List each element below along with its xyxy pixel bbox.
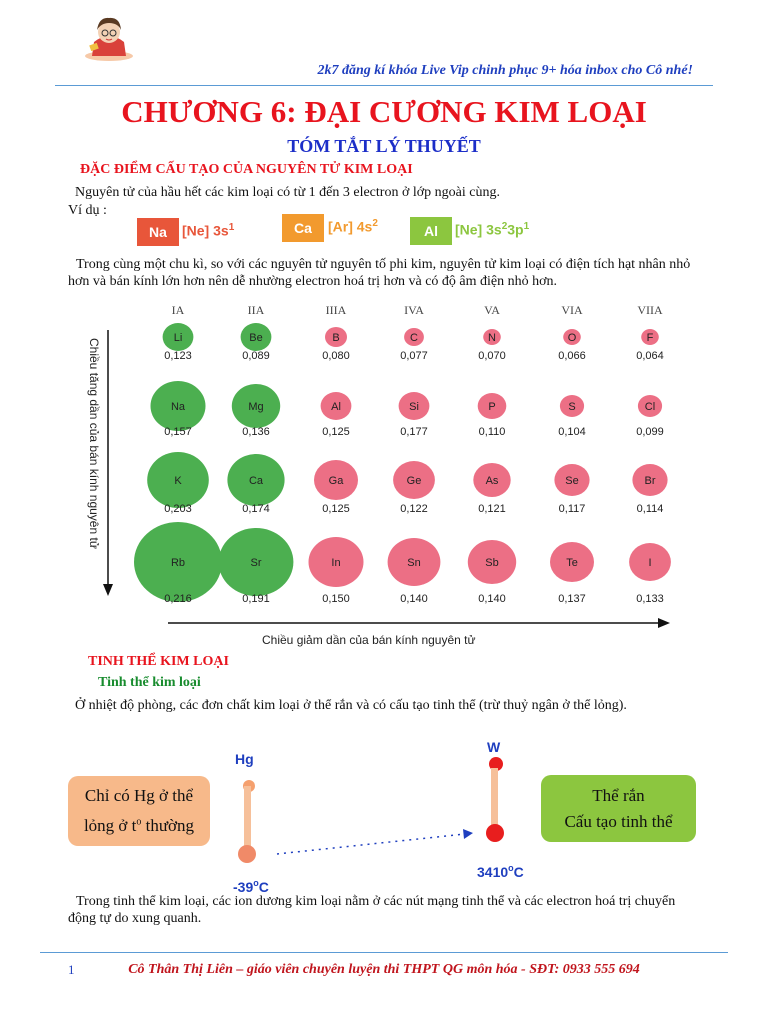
atom-symbol-br: Br xyxy=(644,475,656,487)
atom-radius-n: 0,070 xyxy=(478,350,506,362)
atom-radius-f: 0,064 xyxy=(636,350,664,362)
atom-radius-i: 0,133 xyxy=(636,593,664,605)
subheading-crystal: Tinh thể kim loại xyxy=(98,675,201,690)
hg-temperature: -39$^o$C xyxy=(233,878,269,895)
atom-symbol-c: C xyxy=(410,332,418,344)
subtitle: TÓM TẮT LÝ THUYẾT xyxy=(287,136,481,156)
solid-crystal-box xyxy=(541,775,696,842)
atom-radius-mg: 0,136 xyxy=(242,426,270,438)
atom-radius-in: 0,150 xyxy=(322,593,350,605)
atom-radius-sb: 0,140 xyxy=(478,593,506,605)
atom-symbol-rb: Rb xyxy=(170,557,186,569)
liquid-hg-line2: lỏng ở $t^o$ thường xyxy=(83,815,195,835)
atom-symbol-na: Na xyxy=(170,401,186,413)
paragraph-room-temperature: Ở nhiệt độ phòng, các đơn chất kim loại ở thể rắn và có cấu tạo tinh thể (trừ thuỷ ngân ở thể lỏng). xyxy=(75,698,627,713)
atom-radius-sr: 0,191 xyxy=(242,593,270,605)
chapter-title: CHƯƠNG 6: ĐẠI CƯƠNG KIM LOẠI xyxy=(121,94,647,129)
atom-symbol-be: Be xyxy=(249,332,263,344)
atom-radius-sn: 0,140 xyxy=(400,593,428,605)
paragraph-outer-electrons: Nguyên tử của hầu hết các kim loại có từ 1 đến 3 electron ở lớp ngoài cùng. xyxy=(75,185,500,200)
atom-symbol-b: B xyxy=(332,332,340,344)
header-divider xyxy=(55,85,713,86)
al-config: [Ne] $3s^23p^1$ xyxy=(455,221,530,238)
atom-radius-o: 0,066 xyxy=(558,350,586,362)
group-label-iia: IIA xyxy=(247,303,265,317)
atom-symbol-in: In xyxy=(331,557,341,569)
atom-symbol-ge: Ge xyxy=(406,475,422,487)
w-label: W xyxy=(487,740,501,755)
atom-radius-cl: 0,099 xyxy=(636,426,664,438)
atom-radius-ge: 0,122 xyxy=(400,503,428,515)
na-symbol-box: Na xyxy=(137,218,179,246)
atom-radius-na: 0,157 xyxy=(164,426,192,438)
group-label-ia: IA xyxy=(171,303,185,317)
atom-symbol-sb: Sb xyxy=(485,557,499,569)
hg-label: Hg xyxy=(235,751,254,767)
teacher-logo xyxy=(82,12,136,62)
atomic-radius-chart xyxy=(70,300,690,650)
atom-symbol-s: S xyxy=(568,401,576,413)
atom-radius-be: 0,089 xyxy=(242,350,270,362)
section-heading-crystal: TINH THỂ KIM LOẠI xyxy=(88,654,229,669)
atom-symbol-al: Al xyxy=(331,401,341,413)
hg-bulb xyxy=(238,845,256,863)
atom-radius-te: 0,137 xyxy=(558,593,586,605)
group-label-iva: IVA xyxy=(404,303,424,317)
group-label-via: VIA xyxy=(561,303,583,317)
atom-radius-b: 0,080 xyxy=(322,350,350,362)
paragraph-period-comparison: Trong cùng một chu kì, so với các nguyên tử nguyên tố phi kim, nguyên tử kim loại có điện tích hạt nhân nhỏ hơn và bán kính lớn hơn nên dễ nhường electron hoá trị hơn và có độ âm điện nhỏ hơn. xyxy=(68,257,691,289)
horizontal-arrow-head xyxy=(658,618,670,628)
atom-radius-as: 0,121 xyxy=(478,503,506,515)
atom-symbol-te: Te xyxy=(566,557,578,569)
atom-symbol-ga: Ga xyxy=(328,475,344,487)
atom-symbol-n: N xyxy=(488,332,496,344)
example-label: Ví dụ : xyxy=(68,203,107,218)
atom-radius-br: 0,114 xyxy=(636,503,664,515)
atom-symbol-o: O xyxy=(567,332,577,344)
w-bulb xyxy=(486,824,504,842)
dotted-arrow xyxy=(277,834,465,854)
paragraph-ions-electrons: Trong tinh thể kim loại, các ion dương kim loại nằm ở các nút mạng tinh thể và các electron hoá trị chuyển động tự do xung quanh. xyxy=(68,894,676,926)
atom-symbol-mg: Mg xyxy=(248,401,264,413)
atom-radius-k: 0,203 xyxy=(164,503,192,515)
footer-contact: Cô Thân Thị Liên – giáo viên chuyên luyện thi THPT QG môn hóa - SĐT: 0933 555 694 xyxy=(128,962,640,977)
promo-text: 2k7 đăng kí khóa Live Vip chinh phục 9+ hóa inbox cho Cô nhé! xyxy=(317,63,693,78)
atom-symbol-p: P xyxy=(488,401,496,413)
w-tube xyxy=(491,768,498,830)
liquid-hg-line1: Chỉ có Hg ở thể xyxy=(84,786,194,806)
atom-symbol-sr: Sr xyxy=(250,557,262,569)
w-temperature: 3410$^o$C xyxy=(477,863,524,880)
atom-radius-ca: 0,174 xyxy=(242,503,270,515)
atom-radius-li: 0,123 xyxy=(164,350,192,362)
group-label-viia: VIIA xyxy=(637,303,663,317)
atom-radius-c: 0,077 xyxy=(400,350,428,362)
atom-radius-p: 0,110 xyxy=(478,426,506,438)
thermometer-diagram xyxy=(225,740,535,900)
section-heading-structure: ĐẶC ĐIỂM CẤU TẠO CỦA NGUYÊN TỬ KIM LOẠI xyxy=(80,162,413,177)
atom-symbol-i: I xyxy=(648,557,652,569)
hg-tube xyxy=(244,786,251,854)
group-label-iiia: IIIA xyxy=(325,303,347,317)
atom-radius-si: 0,177 xyxy=(400,426,428,438)
atom-radius-s: 0,104 xyxy=(558,426,586,438)
ca-config: [Ar] $4s^2$ xyxy=(328,218,378,235)
atom-symbol-as: As xyxy=(485,475,499,487)
al-symbol-box: Al xyxy=(410,217,452,245)
vertical-arrow-head xyxy=(103,584,113,596)
atom-symbol-li: Li xyxy=(173,332,183,344)
atom-radius-ga: 0,125 xyxy=(322,503,350,515)
dotted-arrow-head xyxy=(463,829,473,839)
horizontal-axis-label: Chiều giảm dần của bán kính nguyên tử xyxy=(262,633,476,647)
footer-divider xyxy=(40,952,728,953)
atom-symbol-si: Si xyxy=(409,401,419,413)
atom-symbol-se: Se xyxy=(565,475,579,487)
atom-symbol-cl: Cl xyxy=(644,401,656,413)
solid-line1: Thể rắn xyxy=(592,785,645,805)
liquid-hg-box xyxy=(68,776,210,846)
vertical-axis-label: Chiều tăng dần của bán kính nguyên tử xyxy=(87,338,101,549)
solid-line2: Cấu tạo tinh thể xyxy=(564,811,673,831)
group-label-va: VA xyxy=(484,303,500,317)
ca-symbol-box: Ca xyxy=(282,214,324,242)
atom-symbol-f: F xyxy=(646,332,654,344)
atom-symbol-ca: Ca xyxy=(248,475,264,487)
atom-symbol-sn: Sn xyxy=(407,557,421,569)
na-config: [Ne] $3s^1$ xyxy=(182,222,235,239)
atom-radius-se: 0,117 xyxy=(558,503,586,515)
page-number: 1 xyxy=(68,962,75,977)
atom-radius-rb: 0,216 xyxy=(164,593,192,605)
atom-symbol-k: K xyxy=(174,475,182,487)
atom-radius-al: 0,125 xyxy=(322,426,350,438)
